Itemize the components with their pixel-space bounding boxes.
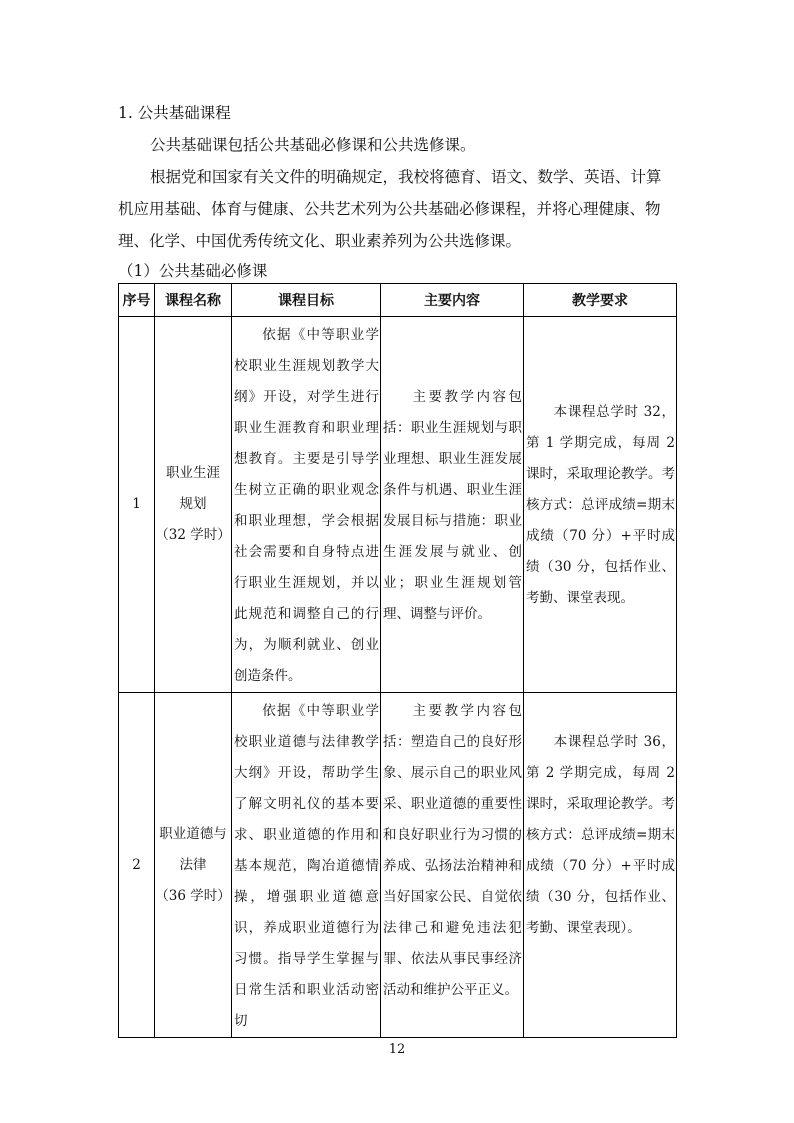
header-number: 序号	[119, 284, 155, 317]
course-hours: （32 学时）	[155, 527, 231, 543]
course-name-cell	[155, 693, 232, 1038]
description-line-1: 根据党和国家有关文件的明确规定，我校将德育、语文、数学、英语、计算	[150, 168, 662, 186]
main-content-cell	[381, 693, 524, 1038]
header-teaching-requirement: 教学要求	[524, 284, 677, 317]
main-content-text: 主要教学内容包括：职业生涯规划与职业理想、职业生涯发展条件与机遇、职业生涯发展目标与措施：职业生涯发展与就业、创业；职业生涯规划管理、调整与评价。	[383, 389, 522, 622]
header-course-goal: 课程目标	[232, 284, 381, 317]
row-number: 1	[119, 317, 155, 693]
description-line-2: 机应用基础、体育与健康、公共艺术列为公共基础必修课程，并将心理健康、物	[118, 200, 661, 218]
course-name-line: 法律	[179, 856, 207, 873]
section-heading: 1. 公共基础课程	[118, 104, 231, 122]
teaching-requirement-text: 本课程总学时 32，第 1 学期完成，每周 2 课时，采取理论教学。考核方式：总评成绩=期末成绩（70 分）+平时成绩（30 分，包括作业、考勤、课堂表现。	[526, 404, 675, 606]
course-goal-cell	[232, 693, 381, 1038]
teaching-requirement-text: 本课程总学时 36，第 2 学期完成，每周 2 课时，采取理论教学。考核方式：总评成绩=期末成绩（70 分）+平时成绩（30 分，包括作业、考勤、课堂表现）。	[526, 734, 675, 936]
intro-paragraph: 公共基础课包括公共基础必修课和公共选修课。	[150, 136, 476, 154]
table-row	[119, 693, 677, 1038]
table-row	[119, 317, 677, 693]
header-main-content: 主要内容	[381, 284, 524, 317]
course-name-cell	[155, 317, 232, 693]
main-content-text: 主要教学内容包括：塑造自己的良好形象、展示自己的职业风采、职业道德的重要性和良好职业行为习惯的养成、弘扬法治精神和当好国家公民、自觉依法律己和避免违法犯罪、依法从事民事经济活动和维护公平正义。	[383, 703, 522, 998]
course-name-line: 规划	[179, 496, 207, 512]
main-content-cell	[381, 317, 524, 693]
row-number: 2	[119, 693, 155, 1038]
teaching-requirement-cell	[524, 693, 677, 1038]
header-course-name: 课程名称	[155, 284, 232, 317]
teaching-requirement-cell	[524, 317, 677, 693]
course-goal-text: 依据《中等职业学校职业道德与法律教学大纲》开设，帮助学生了解文明礼仪的基本要求、职业道德的作用和基本规范，陶冶道德情操，增强职业道德意识，养成职业道德行为习惯。指导学生掌握与日常生活和职业活动密切	[234, 703, 379, 1029]
table-header-row	[119, 284, 677, 317]
description-line-3: 理、化学、中国优秀传统文化、职业素养列为公共选修课。	[118, 232, 522, 250]
course-goal-text: 依据《中等职业学校职业生涯规划教学大纲》开设，对学生进行职业生涯教育和职业理想教育。主要是引导学生树立正确的职业观念和职业理想，学会根据社会需要和自身特点进行职业生涯规划，并以此规范和调整自己的行为，为顺利就业、创业创造条件。	[234, 327, 379, 684]
page-number: 12	[388, 1042, 406, 1057]
course-hours: （36 学时）	[155, 887, 231, 904]
course-name-line: 职业生涯	[166, 465, 220, 481]
subheading: （1）公共基础必修课	[118, 262, 268, 280]
course-table	[118, 283, 677, 1038]
course-name-line: 职业道德与	[159, 825, 227, 842]
course-goal-cell	[232, 317, 381, 693]
